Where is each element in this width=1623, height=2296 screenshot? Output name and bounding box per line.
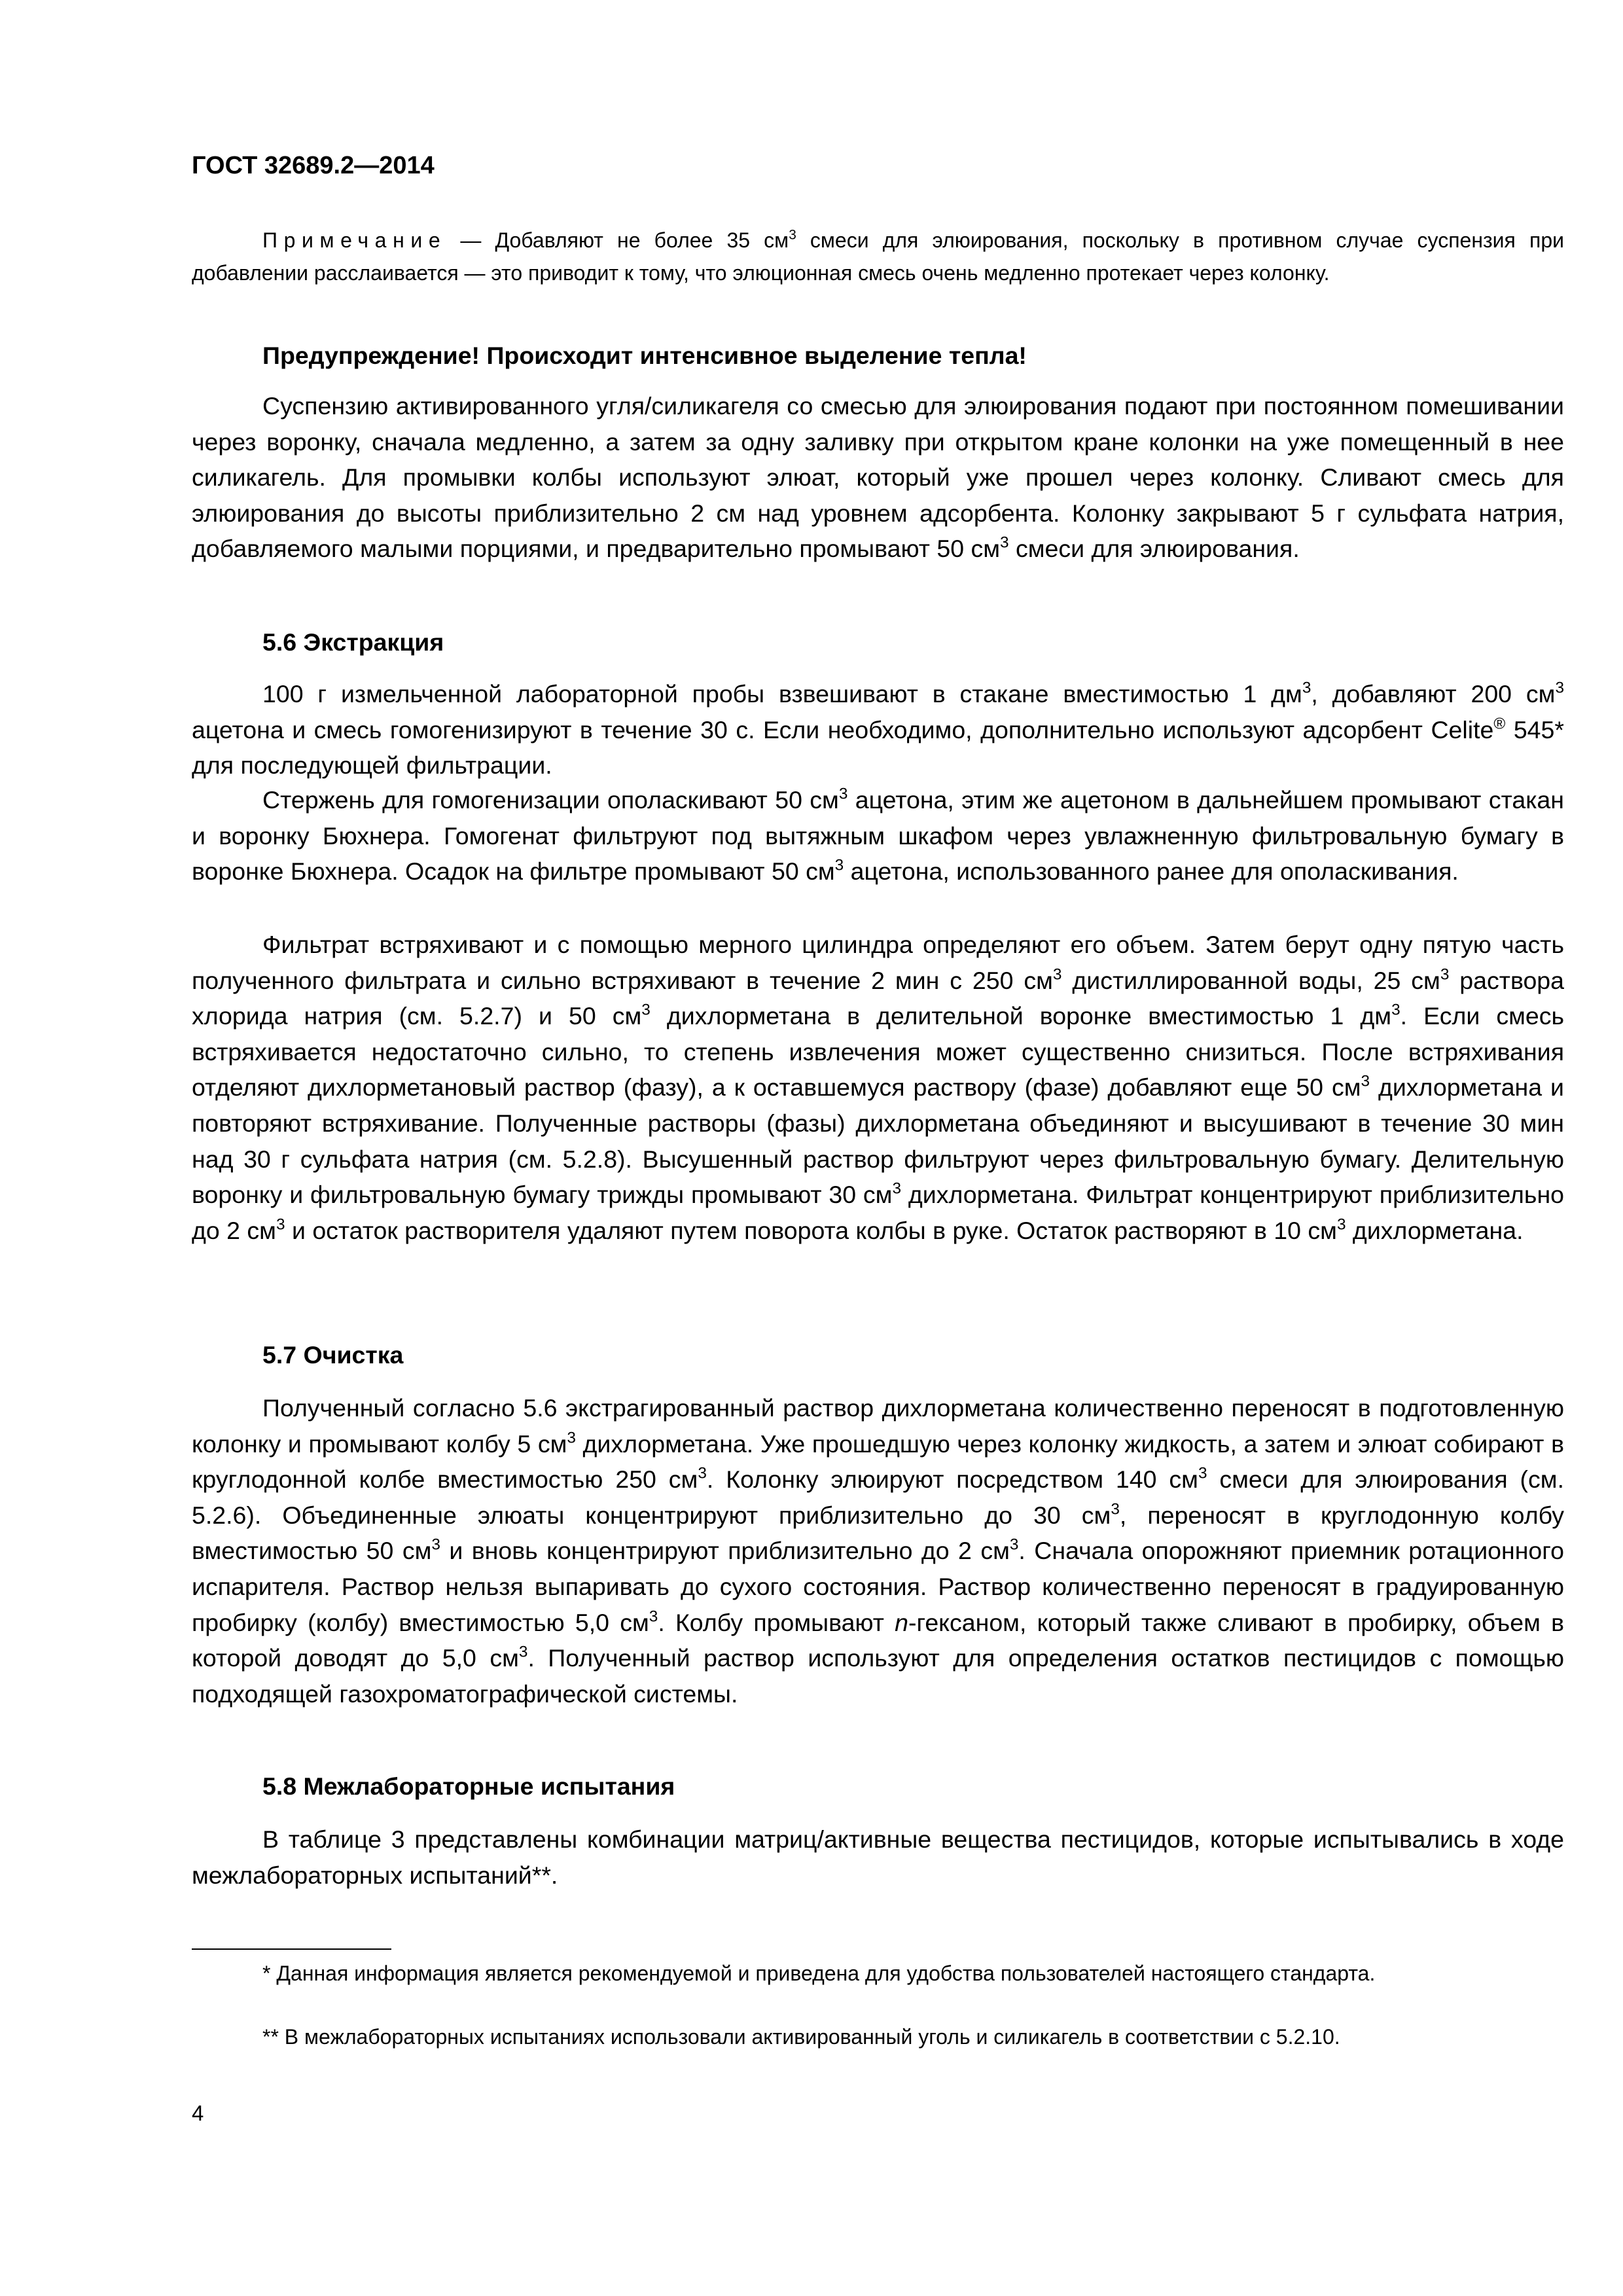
superscript: 3 — [892, 1179, 902, 1198]
paragraph: Стержень для гомогенизации ополаскивают 50 $см^3$ ацетона, этим же ацетоном в дальнейшем промывают стакан и воронку Бюхнера. Гомогенат фильтруют под вытяжным шкафом через увлажненную фильтровальную бумагу в воронке Бюхнера. Осадок на фильтре промывают 50 $см^3$ ацетона, использованного ранее для ополаскивания. — [192, 785, 1564, 886]
superscript: 3 — [641, 1001, 651, 1019]
superscript: 3 — [838, 785, 848, 803]
superscript: 3 — [1336, 1215, 1346, 1234]
superscript: 3 — [567, 1428, 576, 1446]
superscript: 3 — [431, 1535, 440, 1554]
footnote-1: * Данная информация является рекомендуемой и приведена для удобства пользователей настоящего стандарта. — [262, 1962, 1376, 1985]
italic-text: n — [895, 1608, 908, 1636]
superscript: 3 — [1009, 1535, 1019, 1554]
section-heading-5-7: 5.7 Очистка — [262, 1341, 404, 1369]
page-number: 4 — [192, 2101, 204, 2125]
paragraph: Фильтрат встряхивают и с помощью мерного цилиндра определяют его объем. Затем берут одну пятую часть полученного фильтрата и сильно встряхивают в течение 2 мин с 250 $см^3$ дистиллированной воды, 25 $см^3$ раствора хлорида натрия (см. 5.2.7) и 50 $см^3$ дихлорметана в делительной воронке вместимостью 1 $дм^3$. Если смесь встряхивается недостаточно сильно, то степень извлечения может существенно снизиться. После встряхивания отделяют дихлорметановый раствор (фазу), а к оставшемуся раствору (фазе) добавляют еще 50 $см^3$ дихлорметана и повторяют встряхивание. Полученные растворы (фазы) дихлорметана объединяют и высушивают в течение 30 мин над 30 г сульфата натрия (см. 5.2.8). Высушенный раствор фильтруют через фильтровальную бумагу. Делительную воронку и фильтровальную бумагу трижды промывают 30 $см^3$ дихлорметана. Фильтрат концентрируют приблизительно до 2 $см^3$ и остаток растворителя удаляют путем поворота колбы в руке. Остаток растворяют в 10 $см^3$ дихлорметана. — [192, 931, 1565, 1244]
note-text: — Добавляют не более 35 $см^3$ смеси для элюирования, поскольку в противном случае суспензия при добавлении расслаивается — это приводит к тому, что элюционная смесь очень медленно протекает через колонку. — [192, 227, 1564, 285]
superscript: 3 — [649, 1607, 658, 1625]
superscript: 3 — [1555, 679, 1564, 697]
superscript: 3 — [1391, 1001, 1400, 1019]
superscript: 3 — [1000, 533, 1009, 552]
paragraph: 100 г измельченной лабораторной пробы взвешивают в стакане вместимостью 1 $дм^3$, добавляют 200 $см^3$ ацетона и смесь гомогенизируют в течение 30 с. Если необходимо, дополнительно используют адсорбент Celite® 545* для последующей фильтрации. — [192, 679, 1564, 780]
footnote-2: ** В межлабораторных испытаниях использовали активированный уголь и силикагель в соответствии с 5.2.10. — [262, 2025, 1340, 2049]
superscript: 3 — [1198, 1464, 1207, 1482]
section-heading-5-6: 5.6 Экстракция — [262, 628, 444, 656]
section-heading-5-8: 5.8 Межлабораторные испытания — [262, 1772, 675, 1800]
document-header: ГОСТ 32689.2—2014 — [192, 152, 435, 179]
superscript: 3 — [1361, 1072, 1370, 1090]
superscript: 3 — [1440, 965, 1450, 983]
paragraph-suspension: Суспензию активированного угля/силикагеля со смесью для элюирования подают при постоянном помешивании через воронку, сначала медленно, а затем за одну заливку при открытом кране колонки на уже помещенный в нее силикагель. Для промывки колбы используют элюат, который уже прошел через колонку. Сливают смесь для элюирования до высоты приблизительно 2 см над уровнем адсорбента. Колонку закрывают 5 г сульфата натрия, добавляемого малыми порциями, и предварительно промывают 50 $см^3$ смеси для элюирования. — [192, 392, 1564, 563]
superscript: ® — [1493, 714, 1506, 732]
warning-text: Предупреждение! Происходит интенсивное выделение тепла! — [262, 342, 1027, 369]
note-label: Примечание — [262, 228, 447, 252]
superscript: 3 — [834, 856, 844, 874]
footnote-separator — [192, 1948, 391, 1950]
superscript: 3 — [1111, 1500, 1120, 1518]
superscript: 3 — [1052, 965, 1062, 983]
note — [192, 224, 1564, 289]
paragraph: Полученный согласно 5.6 экстрагированный раствор дихлорметана количественно переносят в подготовленную колонку и промывают колбу 5 $см^3$ дихлорметана. Уже прошедшую через колонку жидкость, а затем и элюат собирают в круглодонной колбе вместимостью 250 $см^3$. Колонку элюируют посредством 140 $см^3$ смеси для элюирования (см. 5.2.6). Объединенные элюаты концентрируют приблизительно до 30 $см^3$, переносят в круглодонную колбу вместимостью 50 $см^3$ и вновь концентрируют приблизительно до 2 $см^3$. Сначала опорожняют приемник ротационного испарителя. Раствор нельзя выпаривать до сухого состояния. Раствор количественно переносят в градуированную пробирку (колбу) вместимостью 5,0 $см^3$. Колбу промывают n-гексаном, который также сливают в пробирку, объем в которой доводят до 5,0 $см^3$. Полученный раствор используют для определения остатков пестицидов с помощью подходящей газохроматографической системы. — [192, 1394, 1565, 1708]
superscript: 3 — [518, 1643, 528, 1661]
superscript: 3 — [1302, 679, 1311, 697]
superscript: 3 — [276, 1215, 285, 1234]
superscript: 3 — [789, 227, 796, 243]
paragraph: В таблице 3 представлены комбинации матриц/активные вещества пестицидов, которые испытывались в ходе межлабораторных испытаний**. — [192, 1825, 1564, 1889]
superscript: 3 — [698, 1464, 707, 1482]
